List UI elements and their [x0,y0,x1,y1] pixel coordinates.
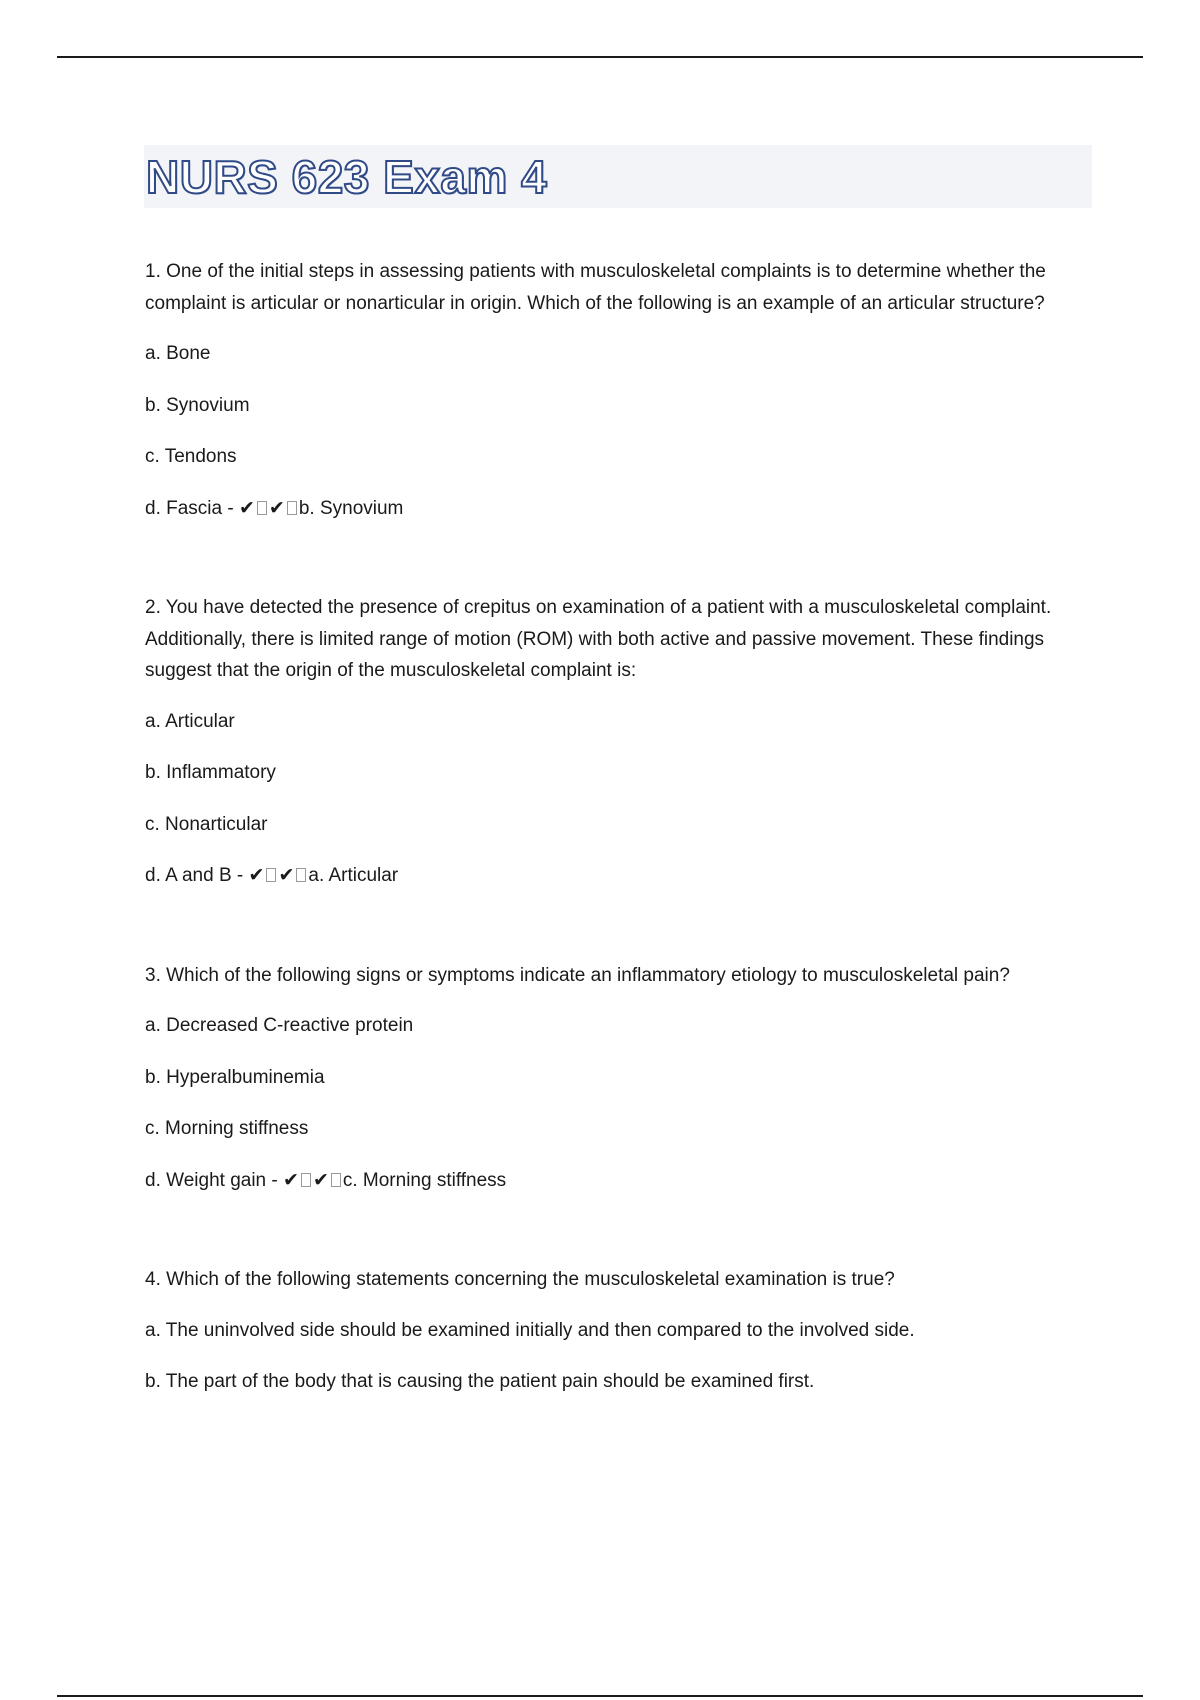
spacer [145,912,1095,960]
answer-text: c. Morning stiffness [342,1169,507,1191]
option-d: d. Fascia - [145,497,239,519]
box-icon [301,1173,311,1187]
option-b: b. Synovium [145,394,250,416]
question-3 [145,960,1095,1197]
option-a: a. Bone [145,343,211,364]
option-a: a. Decreased C-reactive protein [145,1015,414,1036]
check-icon: ✔ [268,497,285,519]
check-icon: ✔ [248,865,265,886]
option-d-with-answer [145,493,1095,525]
question-4 [145,1264,1095,1398]
option-c: c. Tendons [145,446,237,467]
question-1 [145,256,1095,524]
answer-text: b. Synovium [298,497,404,519]
option-c: c. Morning stiffness [145,1118,309,1139]
option-d: d. Weight gain - [145,1169,284,1191]
box-icon [331,1173,341,1187]
header-rule [57,56,1143,58]
check-icon: ✔ [283,1169,299,1191]
footer-rule [57,1695,1143,1697]
spacer [145,1216,1095,1264]
exam-content [145,256,1095,1418]
option-b: b. Inflammatory [145,762,276,783]
box-icon [287,501,297,515]
option-d-with-answer [145,860,1095,892]
option-b: b. The part of the body that is causing the patient pain should be examined first. [145,1371,815,1392]
question-text: 4. Which of the following statements concerning the musculoskeletal examination is true? [145,1269,895,1290]
check-icon: ✔ [238,497,255,519]
option-c: c. Nonarticular [145,813,268,835]
option-d: d. A and B - [145,865,249,886]
question-text: 2. You have detected the presence of crepitus on examination of a patient with a musculoskeletal complaint. Additionally, there is limited range of motion (ROM) with both active and passive movement. These findings suggest that the origin of the musculoskeletal complaint is: [145,597,1052,681]
check-icon: ✔ [312,1169,329,1191]
option-d-with-answer [145,1165,1095,1197]
check-icon: ✔ [278,865,295,886]
question-text: 1. One of the initial steps in assessing patients with musculoskeletal complaints is to determine whether the complaint is articular or nonarticular in origin. Which of the following is an example of an articular structure? [145,261,1046,314]
question-2 [145,592,1095,892]
option-a: a. The uninvolved side should be examined initially and then compared to the involved side. [145,1319,915,1341]
document-title: NURS 623 Exam 4 [146,151,548,203]
option-b: b. Hyperalbuminemia [145,1066,325,1088]
spacer [145,544,1095,592]
box-icon [296,868,306,882]
question-text: 3. Which of the following signs or symptoms indicate an inflammatory etiology to musculoskeletal pain? [145,964,1010,986]
answer-text: a. Articular [308,865,399,886]
box-icon [266,868,276,882]
option-a: a. Articular [145,710,235,732]
box-icon [257,501,267,515]
